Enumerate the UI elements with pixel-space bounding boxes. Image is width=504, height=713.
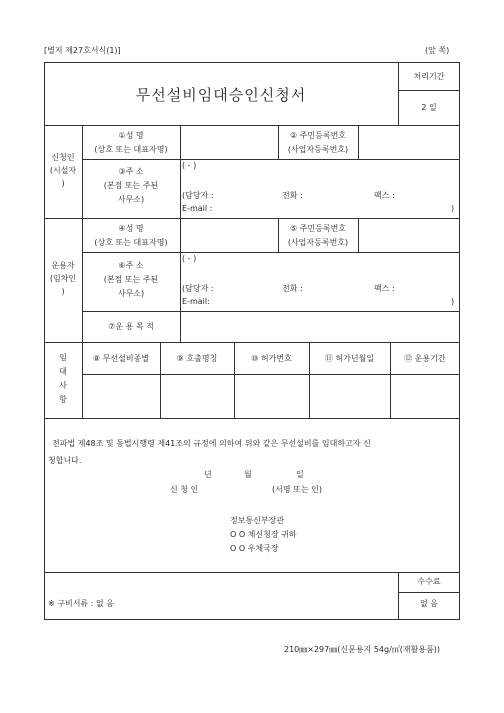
signature-label: (서명 또는 인)	[272, 485, 322, 494]
col-license-date: ⑪ 허가년월일	[324, 354, 375, 363]
col-equipment-type: ⑧ 무선설비종별	[92, 354, 150, 363]
user-address-field[interactable]	[181, 253, 459, 311]
col-operation-period: ⑫ 운용기간	[404, 354, 446, 363]
applicant-postal-code: ( - )	[182, 161, 197, 170]
form-title: 무선설비임대승인신청서	[135, 86, 307, 104]
applicant-email-label: E-mail :	[182, 204, 213, 213]
license-number-cell[interactable]	[235, 375, 309, 418]
call-sign-cell[interactable]	[161, 375, 234, 418]
recipient-post-office: O O 우체국장	[230, 544, 279, 553]
applicant-fax-label: 팩스 :	[374, 191, 395, 200]
user-name-field[interactable]	[181, 219, 278, 252]
required-documents: ※ 구비서류 : 없 음	[48, 599, 114, 608]
applicant-address-field[interactable]	[181, 160, 459, 218]
applicant-name-field[interactable]	[181, 126, 278, 159]
applicant-phone-label: 전화 :	[282, 191, 303, 200]
page-side-label: (앞 쪽)	[425, 46, 450, 55]
processing-period-label: 처리기간	[413, 72, 445, 81]
recipient-minister: 정보통신부장관	[230, 516, 285, 525]
equipment-type-cell[interactable]	[83, 375, 160, 418]
paper-spec: 210㎜×297㎜(신문용지 54g/㎡(재활용품))	[284, 645, 441, 654]
user-id-field[interactable]	[359, 219, 459, 252]
processing-period-value: 2 일	[421, 103, 437, 112]
user-postal-code: ( - )	[182, 254, 197, 263]
form-number: [별지 제27호서식(1)]	[44, 46, 121, 55]
license-date-cell[interactable]	[310, 375, 390, 418]
user-contact-label: (담당자 :	[182, 284, 214, 293]
user-phone-label: 전화 :	[282, 284, 303, 293]
usage-purpose-field[interactable]	[181, 312, 459, 342]
col-license-number: ⑩ 허가번호	[251, 354, 292, 363]
user-email-label: E-mail:	[182, 297, 210, 306]
recipient-regional-office: O O 체신청장 귀하	[230, 530, 297, 539]
signer-label: 신 청 인	[170, 485, 199, 494]
statement-text-line2: 청합니다.	[48, 456, 82, 465]
user-fax-label: 팩스 :	[374, 284, 395, 293]
user-close-paren: )	[451, 297, 455, 306]
col-call-sign: ⑨ 호출명칭	[176, 354, 218, 363]
applicant-close-paren: )	[451, 204, 455, 213]
usage-purpose-label: ⑦운 용 목 적	[108, 322, 154, 331]
applicant-id-field[interactable]	[359, 126, 459, 159]
date-day-label: 일	[296, 470, 304, 479]
fee-value: 없 음	[420, 599, 438, 608]
statement-text-line1: 전파법 제48조 및 동법시행령 제41조의 규정에 의하여 위와 같은 무선설비를 임대하고자 신	[52, 439, 371, 448]
date-year-label: 년	[204, 470, 212, 479]
operation-period-cell[interactable]	[391, 375, 459, 418]
date-month-label: 월	[244, 470, 252, 479]
applicant-contact-label: (담당자 :	[182, 191, 214, 200]
fee-label: 수수료	[417, 577, 441, 586]
